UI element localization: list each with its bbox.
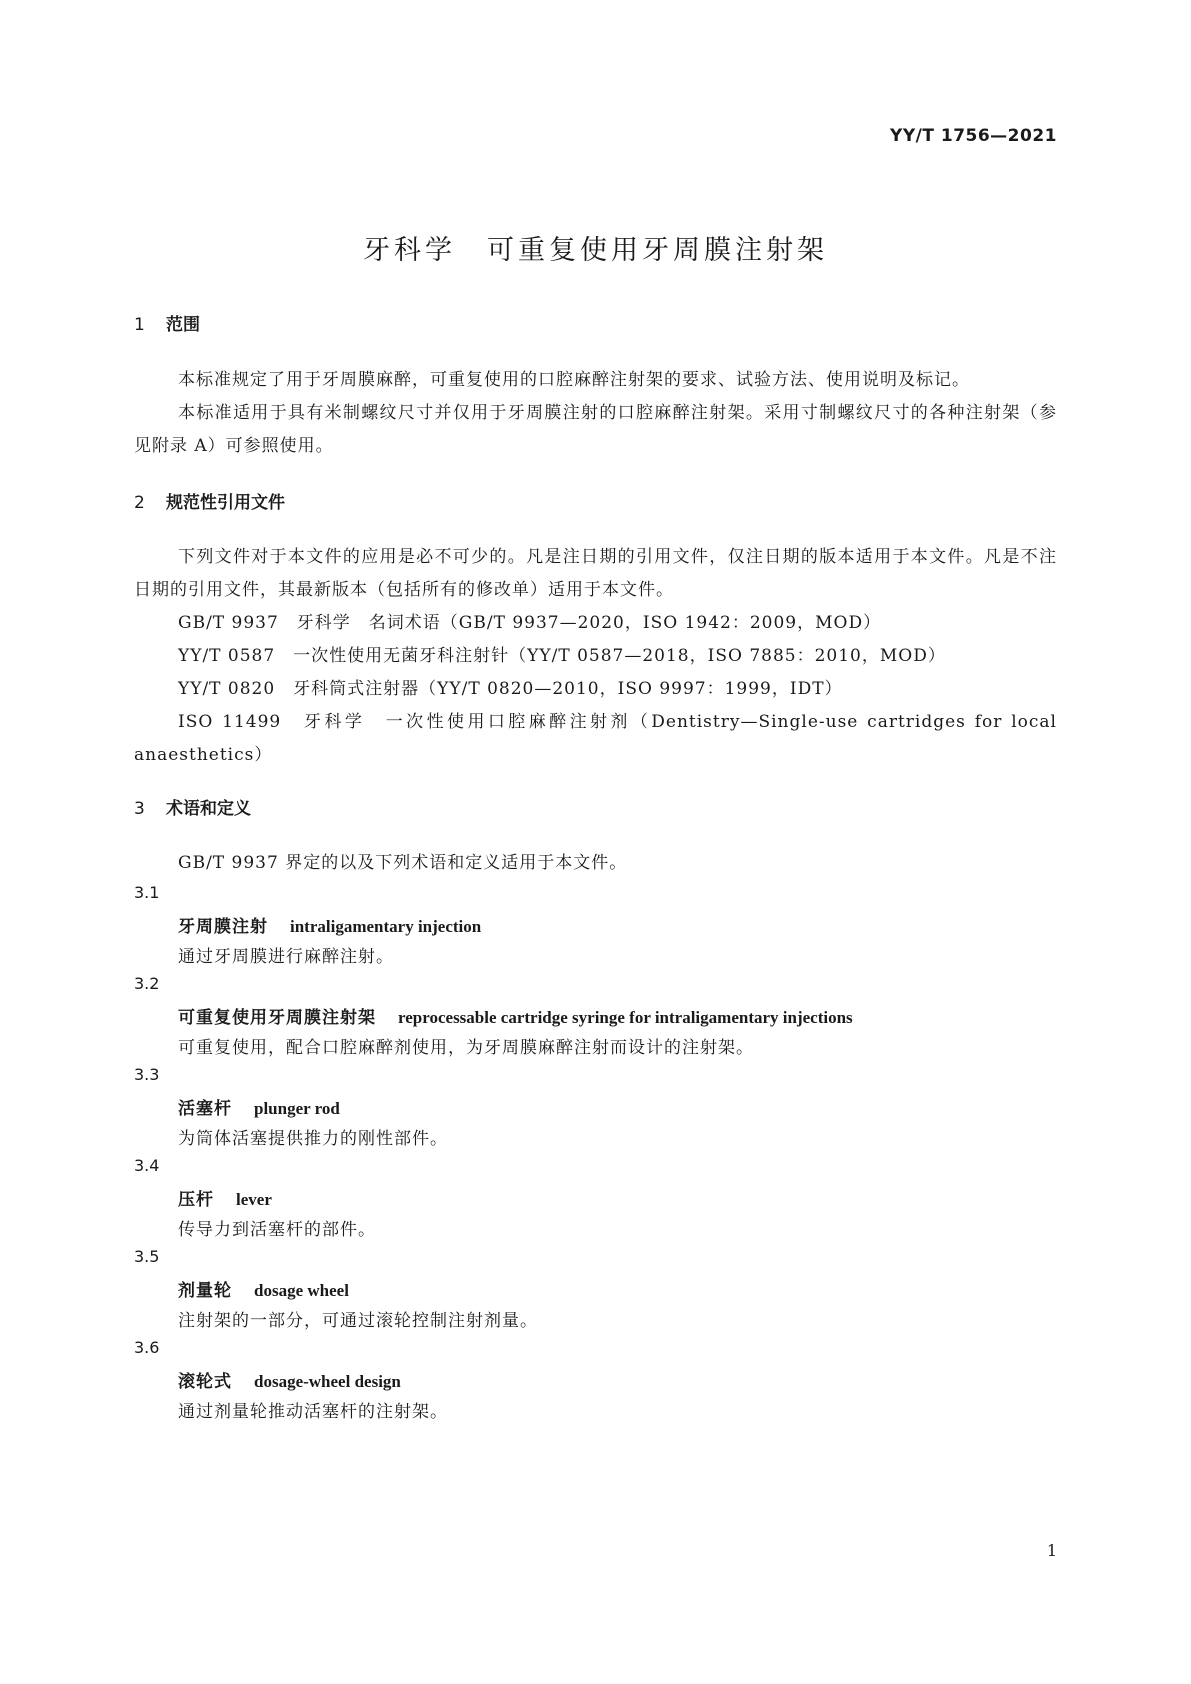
clause-number: 3.3 bbox=[134, 1065, 160, 1084]
section-title: 范围 bbox=[166, 315, 200, 335]
scope-paragraph-1: 本标准规定了用于牙周膜麻醉，可重复使用的口腔麻醉注射架的要求、试验方法、使用说明及标记。 bbox=[178, 370, 970, 390]
term-definition: 通过牙周膜进行麻醉注射。 bbox=[178, 947, 394, 967]
term-en: lever bbox=[236, 1190, 272, 1209]
section-number: 1 bbox=[134, 315, 145, 335]
term-zh: 剂量轮 bbox=[178, 1281, 232, 1301]
document-id: YY/T 1756—2021 bbox=[890, 126, 1057, 146]
term-entry bbox=[178, 1003, 853, 1028]
reference-item: YY/T 0820 牙科筒式注射器（YY/T 0820—2010，ISO 9997：1999，IDT） bbox=[178, 679, 843, 699]
term-en: plunger rod bbox=[254, 1099, 340, 1118]
section-1-heading bbox=[134, 310, 200, 335]
clause-number: 3.4 bbox=[134, 1156, 160, 1175]
term-definition: 可重复使用，配合口腔麻醉剂使用，为牙周膜麻醉注射而设计的注射架。 bbox=[178, 1038, 754, 1058]
term-entry bbox=[178, 1094, 340, 1119]
term-entry bbox=[178, 1276, 349, 1301]
clause-number: 3.5 bbox=[134, 1247, 160, 1266]
term-definition: 传导力到活塞杆的部件。 bbox=[178, 1220, 376, 1240]
clause-number: 3.2 bbox=[134, 974, 160, 993]
section-2-heading bbox=[134, 488, 285, 513]
clause-number: 3.1 bbox=[134, 883, 160, 902]
term-en: intraligamentary injection bbox=[290, 917, 482, 936]
term-zh: 活塞杆 bbox=[178, 1099, 232, 1119]
section-number: 2 bbox=[134, 493, 145, 513]
clause-number: 3.6 bbox=[134, 1338, 160, 1357]
section-title: 规范性引用文件 bbox=[166, 493, 285, 513]
term-zh: 压杆 bbox=[178, 1190, 214, 1210]
term-entry bbox=[178, 1367, 401, 1392]
term-definition: 注射架的一部分，可通过滚轮控制注射剂量。 bbox=[178, 1311, 538, 1331]
term-entry bbox=[178, 1185, 272, 1210]
term-definition: 通过剂量轮推动活塞杆的注射架。 bbox=[178, 1402, 448, 1422]
reference-item: YY/T 0587 一次性使用无菌牙科注射针（YY/T 0587—2018，ISO 7885：2010，MOD） bbox=[178, 646, 946, 666]
references-intro: 下列文件对于本文件的应用是必不可少的。凡是注日期的引用文件，仅注日期的版本适用于本文件。凡是不注日期的引用文件，其最新版本（包括所有的修改单）适用于本文件。 bbox=[134, 547, 1057, 600]
section-3-heading bbox=[134, 794, 251, 819]
term-zh: 可重复使用牙周膜注射架 bbox=[178, 1008, 376, 1028]
page-number: 1 bbox=[1046, 1541, 1057, 1560]
reference-item: GB/T 9937 牙科学 名词术语（GB/T 9937—2020，ISO 1942：2009，MOD） bbox=[178, 613, 882, 633]
term-entry bbox=[178, 912, 481, 937]
term-en: dosage-wheel design bbox=[254, 1372, 401, 1391]
terms-intro: GB/T 9937 界定的以及下列术语和定义适用于本文件。 bbox=[178, 853, 628, 873]
reference-item: ISO 11499 牙科学 一次性使用口腔麻醉注射剂（Dentistry—Single-use cartridges for local anaesthetics） bbox=[134, 712, 1057, 765]
document-title: 牙科学 可重复使用牙周膜注射架 bbox=[363, 235, 828, 266]
section-title: 术语和定义 bbox=[166, 799, 251, 819]
scope-paragraph-2: 本标准适用于具有米制螺纹尺寸并仅用于牙周膜注射的口腔麻醉注射架。采用寸制螺纹尺寸的各种注射架（参见附录 A）可参照使用。 bbox=[134, 403, 1057, 456]
term-en: reprocessable cartridge syringe for intraligamentary injections bbox=[398, 1008, 853, 1027]
section-number: 3 bbox=[134, 799, 145, 819]
term-zh: 滚轮式 bbox=[178, 1372, 232, 1392]
term-definition: 为筒体活塞提供推力的刚性部件。 bbox=[178, 1129, 448, 1149]
term-en: dosage wheel bbox=[254, 1281, 349, 1300]
term-zh: 牙周膜注射 bbox=[178, 917, 268, 937]
